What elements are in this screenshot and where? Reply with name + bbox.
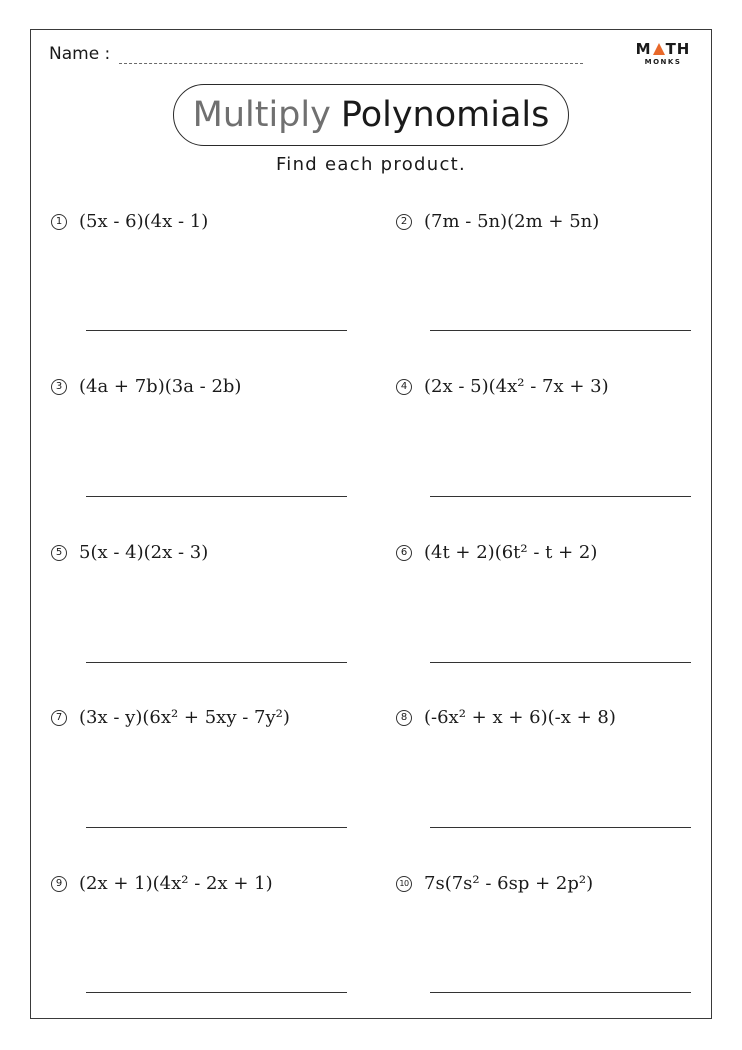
math-monks-logo xyxy=(633,40,693,67)
name-field[interactable] xyxy=(119,63,583,64)
problem-10 xyxy=(396,873,593,894)
page-title xyxy=(173,84,569,146)
name-label: Name : xyxy=(49,44,111,64)
problem-number: 10 xyxy=(396,876,412,892)
problem-number: 6 xyxy=(396,545,412,561)
answer-line-2[interactable] xyxy=(430,330,691,331)
problem-expression: (7m - 5n)(2m + 5n) xyxy=(424,211,600,232)
problem-7 xyxy=(51,707,290,728)
problem-2 xyxy=(396,211,599,232)
answer-line-10[interactable] xyxy=(430,992,691,993)
problem-expression: (2x - 5)(4x² - 7x + 3) xyxy=(424,376,609,397)
problem-6 xyxy=(396,542,597,563)
instruction-text: Find each product. xyxy=(275,154,467,175)
problem-number: 7 xyxy=(51,710,67,726)
answer-line-8[interactable] xyxy=(430,827,691,828)
logo-triangle-icon xyxy=(653,43,665,55)
problem-3 xyxy=(51,376,241,397)
answer-line-9[interactable] xyxy=(86,992,347,993)
problem-number: 3 xyxy=(51,379,67,395)
problem-expression: (2x + 1)(4x² - 2x + 1) xyxy=(79,873,273,894)
answer-line-4[interactable] xyxy=(430,496,691,497)
problem-expression: (4a + 7b)(3a - 2b) xyxy=(79,376,242,397)
logo-text-m: M xyxy=(635,40,652,58)
problem-number: 9 xyxy=(51,876,67,892)
problem-number: 5 xyxy=(51,545,67,561)
problem-expression: (4t + 2)(6t² - t + 2) xyxy=(424,542,598,563)
answer-line-1[interactable] xyxy=(86,330,347,331)
answer-line-5[interactable] xyxy=(86,662,347,663)
answer-line-7[interactable] xyxy=(86,827,347,828)
problem-5 xyxy=(51,542,208,563)
answer-line-3[interactable] xyxy=(86,496,347,497)
logo-text-th: TH xyxy=(665,40,691,58)
problem-number: 1 xyxy=(51,214,67,230)
logo-subtitle: MONKS xyxy=(644,58,682,66)
problem-8 xyxy=(396,707,616,728)
problem-9 xyxy=(51,873,273,894)
title-part-2: Polynomials xyxy=(340,95,550,135)
problem-1 xyxy=(51,211,208,232)
problem-expression: (-6x² + x + 6)(-x + 8) xyxy=(424,707,616,728)
problem-expression: (3x - y)(6x² + 5xy - 7y²) xyxy=(79,707,290,728)
title-part-1: Multiply xyxy=(192,95,331,135)
problem-expression: (5x - 6)(4x - 1) xyxy=(79,211,209,232)
problem-number: 4 xyxy=(396,379,412,395)
worksheet xyxy=(30,29,712,1019)
problem-number: 2 xyxy=(396,214,412,230)
problem-number: 8 xyxy=(396,710,412,726)
answer-line-6[interactable] xyxy=(430,662,691,663)
problem-expression: 7s(7s² - 6sp + 2p²) xyxy=(424,873,594,894)
problem-4 xyxy=(396,376,609,397)
problem-expression: 5(x - 4)(2x - 3) xyxy=(79,542,209,563)
